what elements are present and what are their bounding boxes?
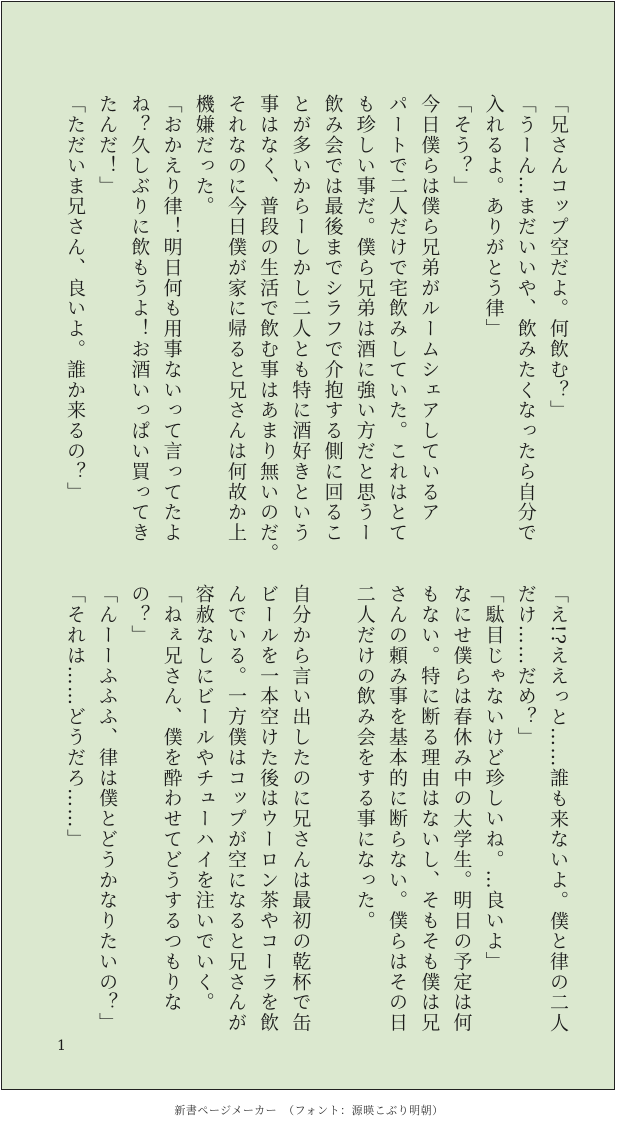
- upper-text-column: 「ただいま兄さん、良いよ。誰か来るの？」: [63, 94, 86, 502]
- lower-text-column: 「え!?ええっと……誰も来ないよ。僕と律の二人: [547, 584, 569, 1034]
- lower-text-column: 二人だけの飲み会をする事になった。: [353, 584, 376, 931]
- upper-text-block: [54, 94, 574, 564]
- upper-text-column: たんだ！」: [96, 94, 119, 196]
- lower-text-column: だけ……だめ？」: [514, 584, 537, 748]
- upper-text-column: 「そう？」: [450, 94, 473, 196]
- lower-text-column: 「駄目じゃないけど珍しいね。…良いよ」: [482, 584, 505, 972]
- lower-text-column: もない。特に断る理由はないし、そもそも僕は兄: [418, 584, 441, 1033]
- lower-text-column: の？」: [128, 584, 151, 646]
- upper-text-column: 事はなく、普段の生活で飲む事はあまり無いのだ。: [257, 94, 280, 564]
- footer-caption: 新書ページメーカー （フォント：源暎こぶり明朝）: [174, 1104, 444, 1117]
- upper-text-column: 入れるよ。ありがとう律」: [482, 94, 505, 339]
- lower-text-column: さんの頼み事を基本的に断らない。僕らはその日: [385, 584, 408, 1033]
- upper-text-column: それなのに今日僕が家に帰ると兄さんは何故か上: [224, 94, 247, 543]
- upper-text-column: 「おかえり律！明日何も用事ないって言ってたよ: [160, 94, 183, 543]
- upper-text-column: 機嫌だった。: [192, 94, 215, 217]
- upper-text-column: パートで二人だけで宅飲みしていた。これはとて: [385, 94, 408, 543]
- upper-text-column: も珍しい事だ。僕ら兄弟は酒に強い方だと思うー: [353, 94, 376, 543]
- upper-text-column: 「うーん…まだいいや、飲みたくなったら自分で: [514, 94, 537, 543]
- lower-text-column: ビールを一本空けた後はウーロン茶やコーラを飲: [257, 584, 280, 1033]
- novel-page: [1, 1, 615, 1090]
- upper-text-column: ね？久しぶりに飲もうよ！お酒いっぱい買ってき: [128, 94, 151, 543]
- lower-text-column: なにせ僕らは春休み中の大学生。明日の予定は何: [450, 584, 473, 1033]
- upper-text-column: 「兄さんコップ空だよ。何飲む？」: [547, 94, 569, 421]
- upper-text-column: とが多いからーしかし二人とも特に酒好きという: [289, 94, 312, 543]
- page-number: 1: [57, 1038, 66, 1054]
- lower-text-column: 「それは……どうだろ……」: [63, 584, 86, 850]
- lower-text-column: 「ねぇ兄さん、僕を酔わせてどうするつもりな: [160, 584, 183, 1013]
- lower-text-column: [316, 584, 348, 1024]
- upper-text-column: 飲み会では最後までシラフで介抱する側に回るこ: [321, 94, 344, 543]
- lower-text-column: んでいる。一方僕はコップが空になると兄さんが: [224, 584, 247, 1033]
- lower-text-column: 自分から言い出したのに兄さんは最初の乾杯で缶: [289, 584, 312, 1033]
- lower-text-column: 容赦なしにビールやチューハイを注いでいく。: [192, 584, 215, 1013]
- lower-text-block: [54, 584, 574, 1034]
- lower-text-column: 「んーーふふふ、律は僕とどうかなりたいの？」: [96, 584, 119, 1033]
- upper-text-column: 今日僕らは僕ら兄弟がルームシェアしているア: [418, 94, 441, 523]
